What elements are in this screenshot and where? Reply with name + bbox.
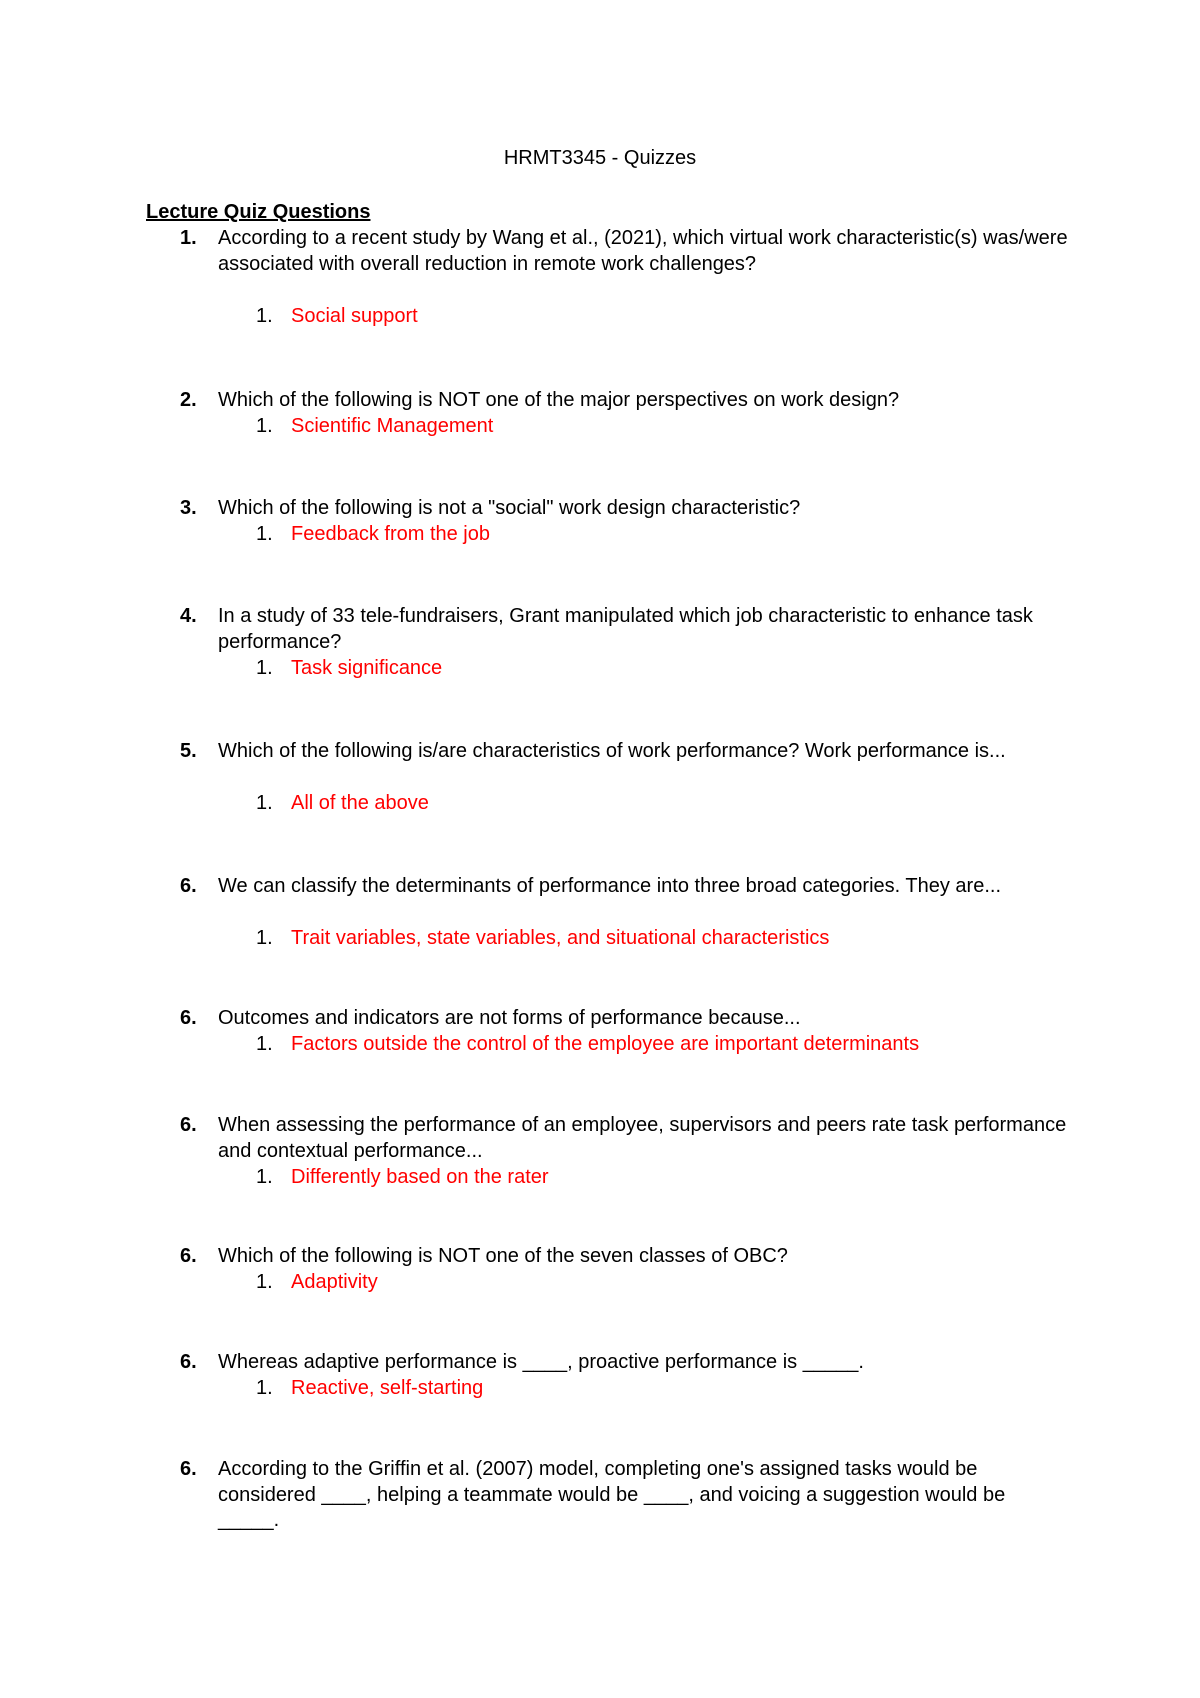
answer-text: Reactive, self-starting <box>291 1377 484 1399</box>
question-number: 1. <box>180 227 197 249</box>
question-text: Which of the following is NOT one of the major perspectives on work design? <box>218 389 900 411</box>
answer-text: Social support <box>291 305 418 327</box>
question-number: 3. <box>180 497 197 519</box>
answer-number: 1. <box>256 1033 273 1055</box>
question-text: According to the Griffin et al. (2007) model, completing one's assigned tasks would be considered ____, helping a teammate would be ____, and voicing a suggestion would be _____. <box>218 1458 1006 1532</box>
answer-text: Trait variables, state variables, and situational characteristics <box>291 927 830 949</box>
question-number: 6. <box>180 1114 197 1136</box>
question-text: In a study of 33 tele-fundraisers, Grant manipulated which job characteristic to enhance task performance? <box>218 605 1033 653</box>
answer-text: Feedback from the job <box>291 523 490 545</box>
question-number: 2. <box>180 389 197 411</box>
question-text: According to a recent study by Wang et al., (2021), which virtual work characteristic(s) was/were associated with overall reduction in remote work challenges? <box>218 227 1068 275</box>
answer-number: 1. <box>256 523 273 545</box>
question-number: 4. <box>180 605 197 627</box>
question-number: 6. <box>180 1245 197 1267</box>
answer-number: 1. <box>256 792 273 814</box>
answer-number: 1. <box>256 657 273 679</box>
question-number: 6. <box>180 875 197 897</box>
document-title: HRMT3345 - Quizzes <box>503 147 697 169</box>
answer-number: 1. <box>256 305 273 327</box>
question-text: Whereas adaptive performance is ____, proactive performance is _____. <box>218 1351 864 1373</box>
answer-text: Task significance <box>291 657 443 679</box>
answer-text: Factors outside the control of the employee are important determinants <box>291 1033 920 1055</box>
question-text: When assessing the performance of an employee, supervisors and peers rate task performance and contextual performance... <box>218 1114 1067 1162</box>
question-text: Which of the following is/are characteristics of work performance? Work performance is... <box>218 740 1006 762</box>
question-text: Outcomes and indicators are not forms of performance because... <box>218 1007 801 1029</box>
question-text: Which of the following is not a "social" work design characteristic? <box>218 497 801 519</box>
question-number: 5. <box>180 740 197 762</box>
question-number: 6. <box>180 1007 197 1029</box>
answer-text: Differently based on the rater <box>291 1166 549 1188</box>
answer-number: 1. <box>256 415 273 437</box>
question-number: 6. <box>180 1351 197 1373</box>
answer-text: Scientific Management <box>291 415 494 437</box>
question-text: We can classify the determinants of performance into three broad categories. They are... <box>218 875 1001 897</box>
answer-number: 1. <box>256 1377 273 1399</box>
answer-number: 1. <box>256 1271 273 1293</box>
answer-number: 1. <box>256 927 273 949</box>
question-text: Which of the following is NOT one of the seven classes of OBC? <box>218 1245 788 1267</box>
answer-text: All of the above <box>291 792 429 814</box>
answer-text: Adaptivity <box>291 1271 378 1293</box>
answer-number: 1. <box>256 1166 273 1188</box>
question-number: 6. <box>180 1458 197 1480</box>
section-heading: Lecture Quiz Questions <box>146 201 371 223</box>
